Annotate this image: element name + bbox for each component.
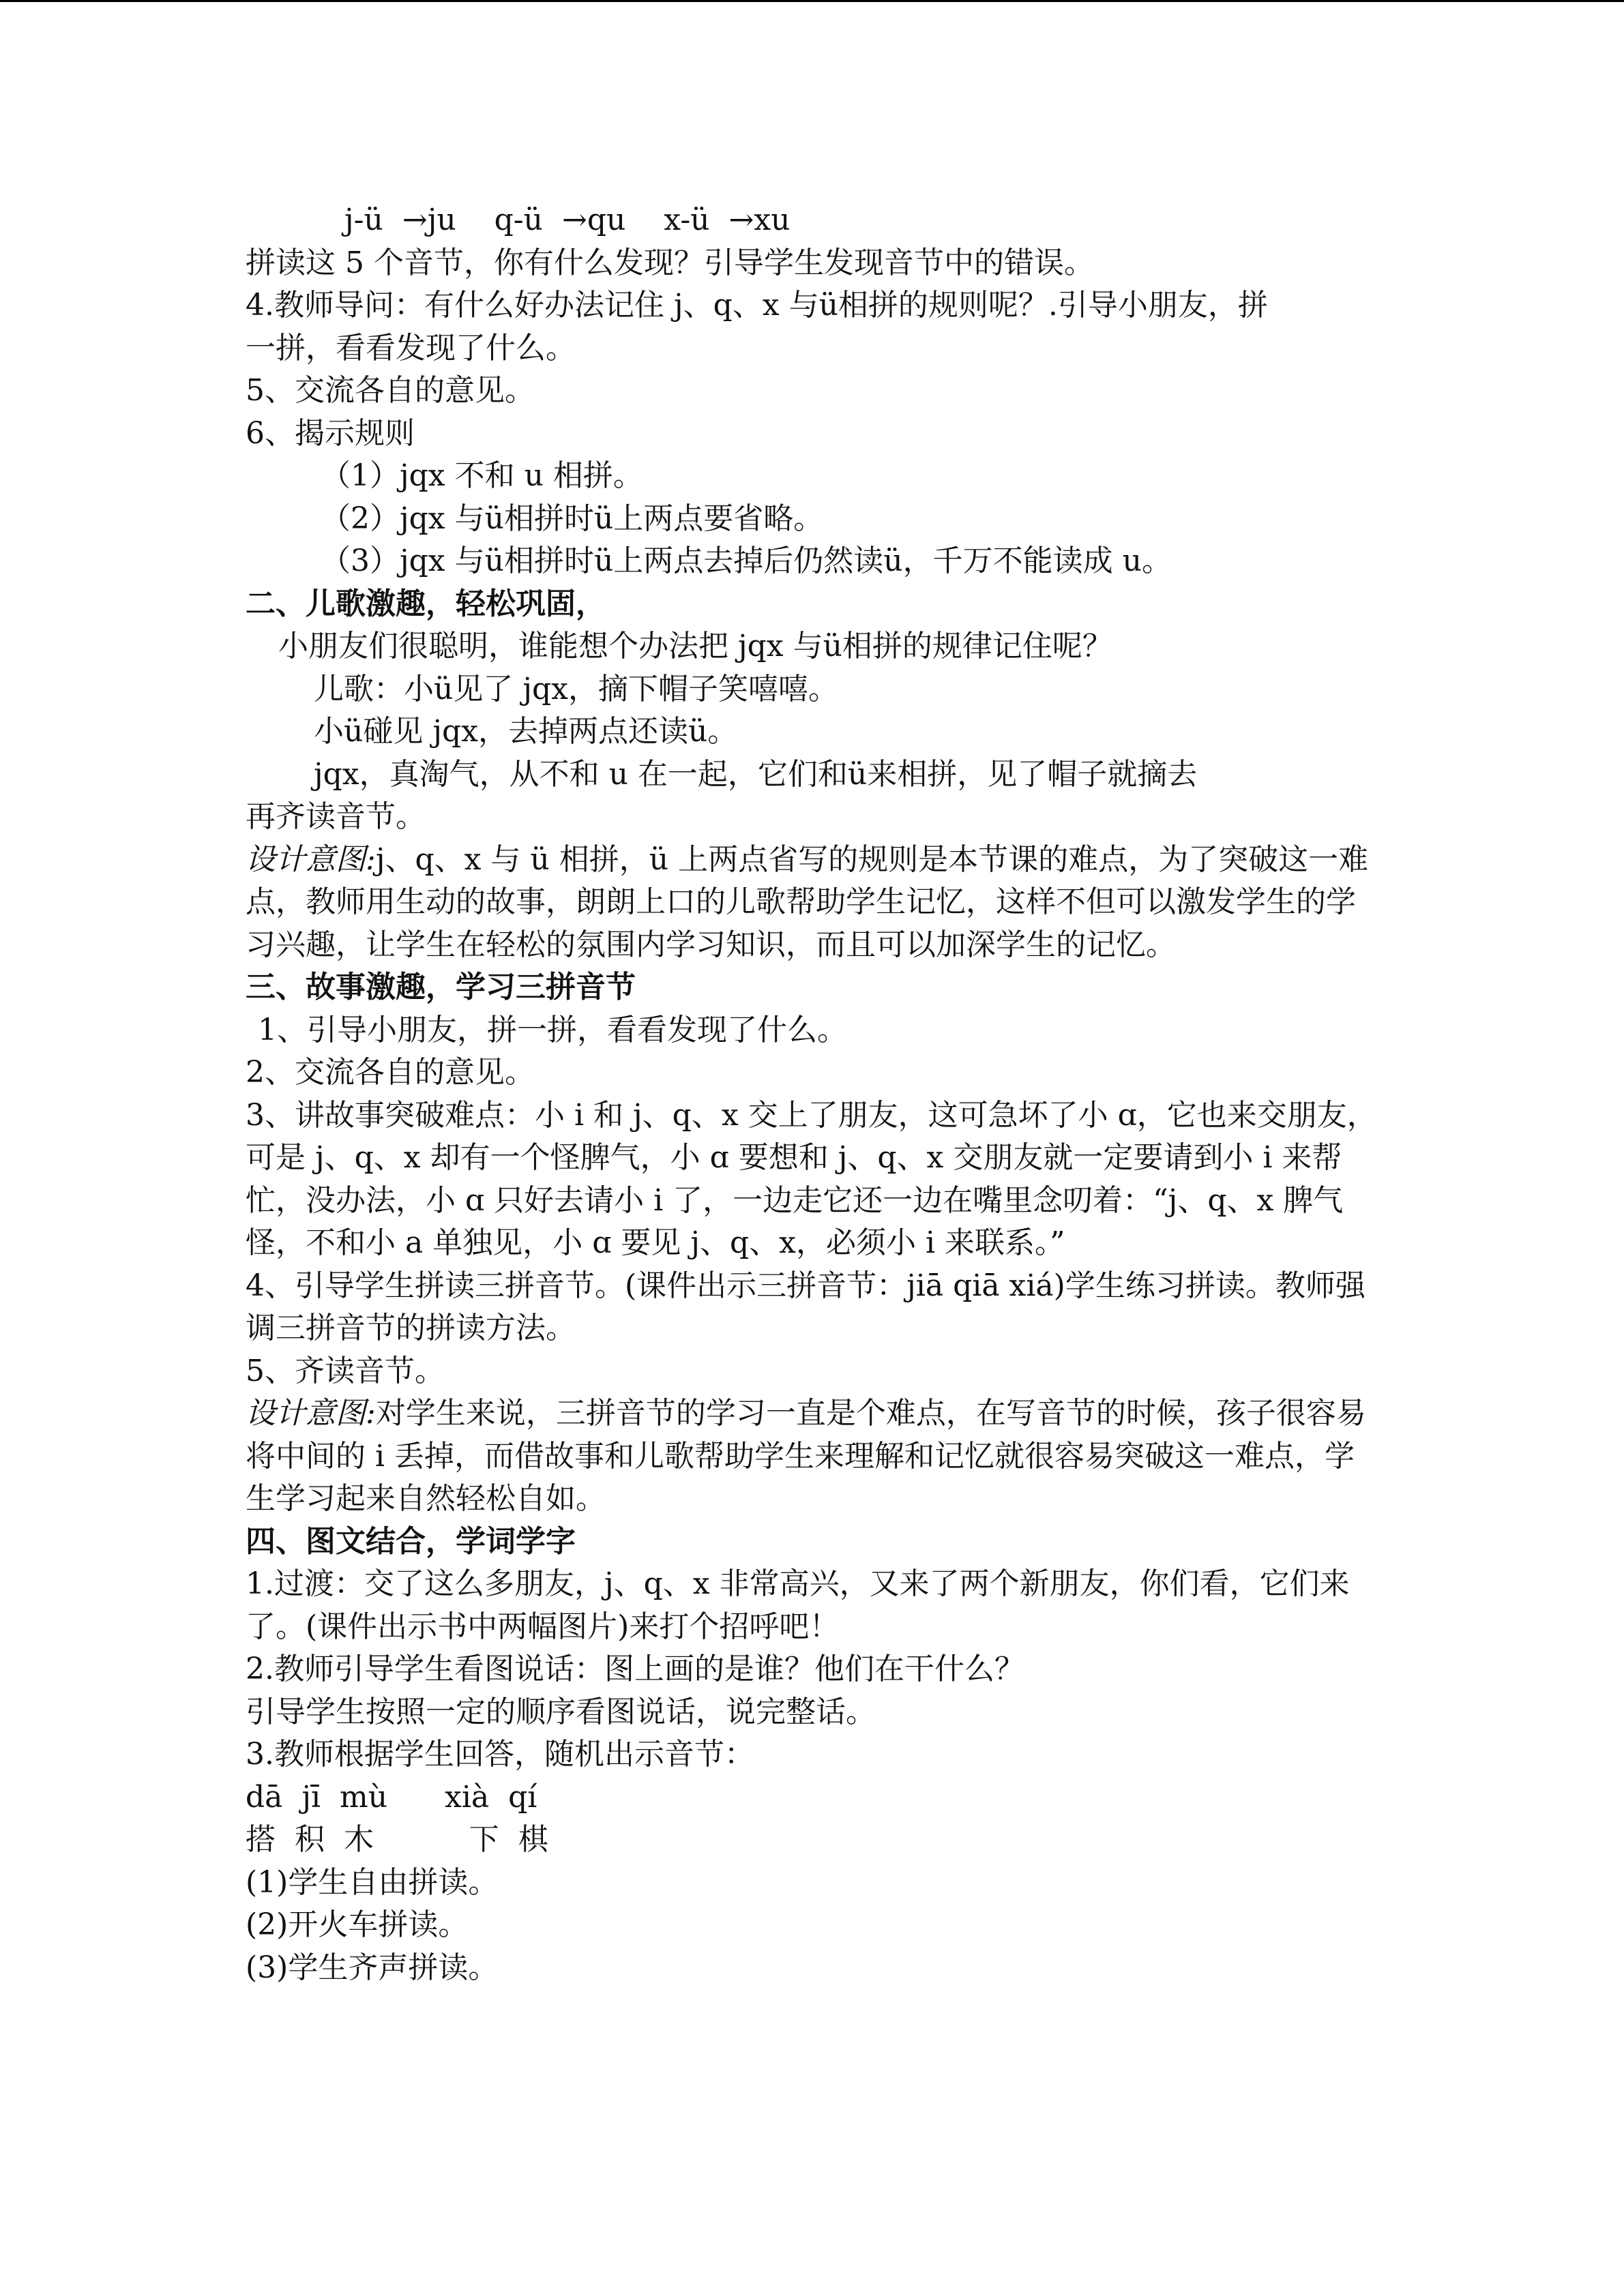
design-intent-paragraph xyxy=(246,1392,1378,1521)
design-intent-label: 设计意图: xyxy=(246,1396,376,1431)
design-intent-paragraph xyxy=(246,839,1378,967)
section-heading-2: 二、儿歌激趣，轻松巩固， xyxy=(246,586,606,621)
text-line: 5、交流各自的意见。 xyxy=(246,373,535,408)
design-intent-text: j、q、x 与 ü 相拼，ü 上两点省写的规则是本节课的难点，为了突破这一难点，教师用生动的故事，朗朗上口的儿歌帮助学生记忆，这样不但可以激发学生的学习兴趣，让学生在轻松的氛围内学习知识，而且可以加深学生的记忆。 xyxy=(246,841,1369,962)
text-line: 再齐读音节。 xyxy=(246,799,426,834)
text-line: 3.教师根据学生回答，随机出示音节： xyxy=(246,1737,754,1772)
text-line: (3)学生齐声拼读。 xyxy=(246,1950,499,1985)
section-heading-3: 三、故事激趣，学习三拼音节 xyxy=(246,970,636,1004)
text-line: 拼读这 5 个音节，你有什么发现？引导学生发现音节中的错误。 xyxy=(246,245,1094,280)
rule-item: （2）jqx 与ü相拼时ü上两点要省略。 xyxy=(321,501,824,536)
design-intent-text: 对学生来说，三拼音节的学习一直是个难点，在写音节的时候，孩子很容易将中间的 i 丢掉，而借故事和儿歌帮助学生来理解和记忆就很容易突破这一难点，学生学习起来自然轻松自如。 xyxy=(246,1396,1366,1516)
text-line: 6、揭示规则 xyxy=(246,415,415,451)
text-line: 小朋友们很聪明，谁能想个办法把 jqx 与ü相拼的规律记住呢？ xyxy=(278,629,1112,664)
section-heading-4: 四、图文结合，学词学字 xyxy=(246,1523,576,1559)
story-paragraph: 3、讲故事突破难点：小 i 和 j、q、x 交上了朋友，这可急坏了小 ɑ，它也来交朋友，可是 j、q、x 却有一个怪脾气，小 ɑ 要想和 j、q、x 交朋友就一定要请到小 i 来帮忙，没办法，小 ɑ 只好去请小 i 了，一边走它还一边在嘴里念叨着：“j、q、x 脾气怪，不和小 a 单独见，小 ɑ 要见 j、q、x，必须小 i 来联系。” xyxy=(246,1097,1377,1260)
rule-item: （1）jqx 不和 u 相拼。 xyxy=(321,458,643,493)
text-paragraph: 1.过渡：交了这么多朋友，j、q、x 非常高兴，又来了两个新朋友，你们看，它们来了。(课件出示书中两幅图片)来打个招呼吧！ xyxy=(246,1566,1350,1644)
text-line: 1、引导小朋友，拼一拼，看看发现了什么。 xyxy=(258,1012,847,1047)
hanzi-line: 搭 积 木 下 棋 xyxy=(246,1822,548,1857)
design-intent-label: 设计意图: xyxy=(246,841,376,877)
text-line: 一拼，看看发现了什么。 xyxy=(246,330,576,366)
text-line: (1)学生自由拼读。 xyxy=(246,1864,499,1900)
pinyin-line: dā jī mù xià qí xyxy=(246,1779,537,1815)
text-line: 2.教师引导学生看图说话：图上画的是谁？他们在干什么？ xyxy=(246,1652,1024,1686)
pinyin-rule-line: j-ü →ju q-ü →qu x-ü →xu xyxy=(344,203,791,237)
rhyme-line: 小ü碰见 jqx，去掉两点还读ü。 xyxy=(314,714,738,749)
document-body xyxy=(246,199,1378,1989)
rule-item: （3）jqx 与ü相拼时ü上两点去掉后仍然读ü，千万不能读成 u。 xyxy=(321,543,1172,578)
text-line: 引导学生按照一定的顺序看图说话，说完整话。 xyxy=(246,1694,876,1729)
page-top-border xyxy=(0,0,1624,2)
text-line: 4.教师导问：有什么好办法记住 j、q、x 与ü相拼的规则呢？.引导小朋友，拼 xyxy=(246,288,1268,323)
text-line: 5、齐读音节。 xyxy=(246,1353,445,1388)
rhyme-line: jqx，真淘气，从不和 u 在一起，它们和ü来相拼，见了帽子就摘去 xyxy=(314,756,1198,792)
text-paragraph: 4、引导学生拼读三拼音节。(课件出示三拼音节：jiā qiā xiá)学生练习拼读。教师强调三拼音节的拼读方法。 xyxy=(246,1268,1365,1345)
text-line: 2、交流各自的意见。 xyxy=(246,1055,535,1090)
rhyme-line: 儿歌：小ü见了 jqx，摘下帽子笑嘻嘻。 xyxy=(314,671,838,706)
text-line: (2)开火车拼读。 xyxy=(246,1907,469,1942)
